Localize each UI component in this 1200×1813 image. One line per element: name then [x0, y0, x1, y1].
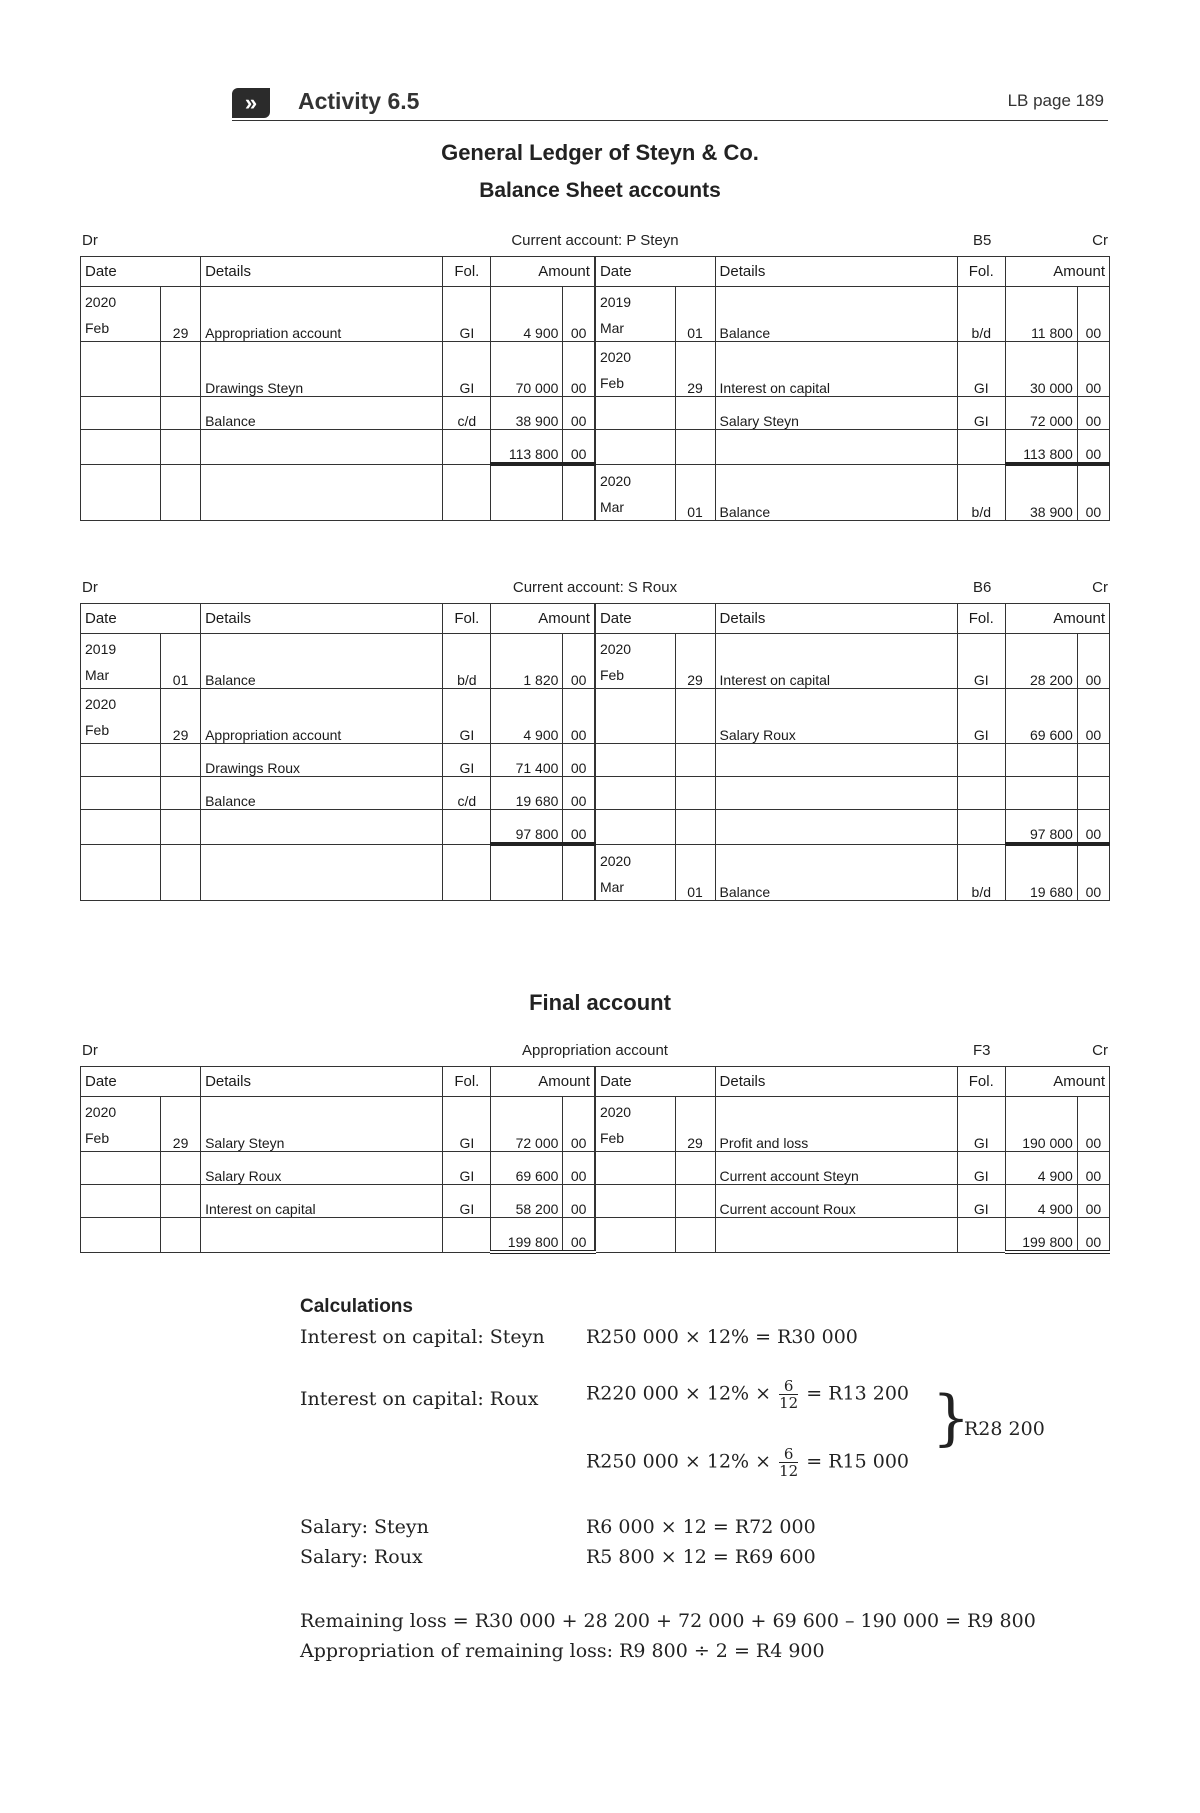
credit-amount: 113 800 — [1005, 430, 1077, 465]
debit-folio — [443, 1218, 491, 1253]
col-header-amount: Amount — [1005, 604, 1109, 634]
credit-details: Balance — [715, 464, 957, 521]
credit-day — [675, 397, 715, 430]
credit-date — [595, 1152, 675, 1185]
credit-details — [715, 430, 957, 465]
debit-amount: 113 800 — [491, 430, 563, 465]
credit-amount — [1005, 744, 1077, 777]
calc-roux-1-result: = R13 200 — [806, 1382, 910, 1405]
debit-day — [161, 430, 201, 465]
credit-cents: 00 — [1077, 1152, 1109, 1185]
fraction-den: 12 — [779, 1394, 799, 1412]
debit-cents: 00 — [563, 1218, 595, 1253]
credit-date — [595, 810, 675, 845]
table-row — [81, 1218, 1110, 1253]
debit-cents: 00 — [563, 1185, 595, 1218]
credit-day — [675, 1152, 715, 1185]
debit-day: 29 — [161, 1097, 201, 1152]
activity-title: Activity 6.5 — [298, 88, 420, 114]
ledger-table — [80, 256, 1110, 521]
credit-details: Balance — [715, 287, 957, 342]
debit-details: Drawings Roux — [201, 744, 443, 777]
debit-day — [161, 397, 201, 430]
credit-cents: 00 — [1077, 397, 1109, 430]
credit-amount: 97 800 — [1005, 810, 1077, 845]
credit-day: 29 — [675, 1097, 715, 1152]
credit-date — [595, 1097, 675, 1152]
table-row — [81, 844, 1110, 901]
brace-icon: } — [932, 1383, 971, 1453]
ledger-appropriation — [80, 1038, 1110, 1254]
credit-date — [595, 844, 675, 901]
debit-day — [161, 777, 201, 810]
credit-cents: 00 — [1077, 844, 1109, 901]
credit-date — [595, 342, 675, 397]
credit-details — [715, 744, 957, 777]
calc-roux-2-result: = R15 000 — [806, 1450, 910, 1473]
header-row — [81, 1067, 1110, 1097]
credit-date-month: Feb — [599, 1130, 625, 1146]
debit-folio: GI — [443, 287, 491, 342]
debit-day — [161, 810, 201, 845]
table-row — [81, 810, 1110, 845]
account-title: Appropriation account — [522, 1042, 668, 1059]
col-header-fol: Fol. — [957, 604, 1005, 634]
section-title: Balance Sheet accounts — [479, 179, 721, 202]
credit-day: 01 — [675, 464, 715, 521]
debit-details — [201, 464, 443, 521]
credit-date-month: Mar — [599, 879, 625, 895]
debit-date-month: Feb — [85, 320, 110, 336]
credit-label: Cr — [1092, 579, 1108, 596]
debit-cents: 00 — [563, 430, 595, 465]
credit-folio — [957, 744, 1005, 777]
debit-amount: 199 800 — [491, 1218, 563, 1253]
debit-folio: c/d — [443, 777, 491, 810]
credit-details: Interest on capital — [715, 342, 957, 397]
credit-date — [595, 634, 675, 689]
debit-details — [201, 810, 443, 845]
debit-cents: 00 — [563, 342, 595, 397]
debit-date — [81, 634, 161, 689]
credit-date — [595, 287, 675, 342]
credit-day — [675, 1185, 715, 1218]
debit-label: Dr — [82, 232, 98, 249]
credit-date-year: 2020 — [599, 853, 632, 869]
debit-date — [81, 287, 161, 342]
debit-folio: GI — [443, 1185, 491, 1218]
table-row — [81, 1152, 1110, 1185]
debit-date-year: 2020 — [85, 696, 117, 712]
debit-amount: 4 900 — [491, 689, 563, 744]
debit-cents: 00 — [563, 1097, 595, 1152]
credit-details: Current account Steyn — [715, 1152, 957, 1185]
fraction — [779, 1378, 798, 1411]
credit-label: Cr — [1092, 1042, 1108, 1059]
calc-roux-salary: R5 800 × 12 = R69 600 — [586, 1546, 816, 1568]
debit-date-month: Feb — [85, 722, 110, 738]
calc-label-roux-interest: Interest on capital: Roux — [300, 1388, 539, 1410]
credit-label: Cr — [1092, 232, 1108, 249]
calc-remaining-loss: Remaining loss = R30 000 + 28 200 + 72 000 + 69 600 – 190 000 = R9 800 — [300, 1610, 1036, 1632]
credit-date-month: Feb — [599, 375, 625, 391]
debit-amount: 70 000 — [491, 342, 563, 397]
debit-date — [81, 1218, 161, 1253]
credit-folio: GI — [957, 689, 1005, 744]
credit-folio: GI — [957, 1097, 1005, 1152]
credit-amount: 190 000 — [1005, 1097, 1077, 1152]
credit-cents: 00 — [1077, 689, 1109, 744]
debit-date — [81, 744, 161, 777]
credit-amount: 69 600 — [1005, 689, 1077, 744]
debit-cents — [563, 844, 595, 901]
debit-date — [81, 1152, 161, 1185]
credit-folio: GI — [957, 634, 1005, 689]
debit-date — [81, 342, 161, 397]
credit-cents: 00 — [1077, 464, 1109, 521]
debit-amount: 19 680 — [491, 777, 563, 810]
credit-cents: 00 — [1077, 430, 1109, 465]
col-header-amount: Amount — [491, 257, 595, 287]
credit-cents: 00 — [1077, 287, 1109, 342]
debit-folio: GI — [443, 689, 491, 744]
credit-date — [595, 689, 675, 744]
activity-header — [232, 84, 1108, 121]
credit-details: Salary Steyn — [715, 397, 957, 430]
debit-amount: 71 400 — [491, 744, 563, 777]
col-header-date: Date — [81, 257, 201, 287]
credit-cents: 00 — [1077, 1097, 1109, 1152]
credit-date-month: Feb — [599, 667, 625, 683]
credit-details: Interest on capital — [715, 634, 957, 689]
calc-roux-total: R28 200 — [964, 1418, 1045, 1440]
debit-amount: 69 600 — [491, 1152, 563, 1185]
credit-amount: 19 680 — [1005, 844, 1077, 901]
debit-cents: 00 — [563, 689, 595, 744]
credit-date — [595, 430, 675, 465]
account-folio: F3 — [973, 1042, 991, 1059]
debit-date — [81, 689, 161, 744]
credit-amount: 38 900 — [1005, 464, 1077, 521]
debit-amount: 97 800 — [491, 810, 563, 845]
col-header-amount: Amount — [491, 604, 595, 634]
credit-amount: 28 200 — [1005, 634, 1077, 689]
calc-roux-interest-1 — [586, 1378, 909, 1411]
calc-roux-2-expr: R250 000 × 12% × — [586, 1450, 772, 1473]
credit-folio: GI — [957, 1185, 1005, 1218]
debit-details: Balance — [201, 777, 443, 810]
credit-details — [715, 1218, 957, 1253]
credit-day — [675, 777, 715, 810]
credit-day — [675, 810, 715, 845]
table-row — [81, 689, 1110, 744]
debit-day: 29 — [161, 689, 201, 744]
debit-cents: 00 — [563, 810, 595, 845]
credit-folio — [957, 1218, 1005, 1253]
debit-cents: 00 — [563, 1152, 595, 1185]
debit-day — [161, 1185, 201, 1218]
debit-amount: 38 900 — [491, 397, 563, 430]
debit-folio: GI — [443, 744, 491, 777]
account-title: Current account: S Roux — [512, 579, 678, 596]
debit-day — [161, 342, 201, 397]
credit-day — [675, 1218, 715, 1253]
debit-details: Drawings Steyn — [201, 342, 443, 397]
credit-date — [595, 464, 675, 521]
calc-heading: Calculations — [300, 1296, 413, 1317]
credit-day — [675, 689, 715, 744]
table-row — [81, 287, 1110, 342]
debit-cents: 00 — [563, 397, 595, 430]
credit-folio: GI — [957, 1152, 1005, 1185]
credit-amount: 4 900 — [1005, 1185, 1077, 1218]
fraction — [779, 1446, 798, 1479]
credit-cents — [1077, 777, 1109, 810]
debit-details — [201, 430, 443, 465]
calc-steyn-interest: R250 000 × 12% = R30 000 — [586, 1326, 858, 1348]
calc-steyn-salary: R6 000 × 12 = R72 000 — [586, 1516, 816, 1538]
debit-details: Appropriation account — [201, 287, 443, 342]
debit-folio: GI — [443, 342, 491, 397]
debit-cents: 00 — [563, 777, 595, 810]
debit-date — [81, 1097, 161, 1152]
table-row — [81, 777, 1110, 810]
col-header-amount: Amount — [1005, 1067, 1109, 1097]
credit-day: 01 — [675, 844, 715, 901]
debit-amount — [491, 844, 563, 901]
credit-details: Salary Roux — [715, 689, 957, 744]
col-header-details: Details — [201, 1067, 443, 1097]
credit-cents: 00 — [1077, 810, 1109, 845]
credit-day: 29 — [675, 342, 715, 397]
credit-details: Profit and loss — [715, 1097, 957, 1152]
credit-folio — [957, 810, 1005, 845]
debit-date — [81, 844, 161, 901]
credit-details: Balance — [715, 844, 957, 901]
credit-amount: 11 800 — [1005, 287, 1077, 342]
account-folio: B6 — [973, 579, 992, 596]
credit-date — [595, 397, 675, 430]
debit-date — [81, 810, 161, 845]
credit-date-year: 2020 — [599, 349, 632, 365]
debit-day — [161, 1218, 201, 1253]
debit-cents: 00 — [563, 287, 595, 342]
table-row — [81, 1185, 1110, 1218]
credit-amount: 199 800 — [1005, 1218, 1077, 1253]
debit-date — [81, 430, 161, 465]
col-header-details: Details — [715, 257, 957, 287]
debit-folio — [443, 430, 491, 465]
credit-folio: b/d — [957, 464, 1005, 521]
account-folio: B5 — [973, 232, 992, 249]
debit-cents — [563, 464, 595, 521]
table-row — [81, 430, 1110, 465]
header-row — [81, 257, 1110, 287]
ledger-table — [80, 1066, 1110, 1254]
header-row — [81, 604, 1110, 634]
debit-amount: 4 900 — [491, 287, 563, 342]
ledger-steyn — [80, 228, 1110, 521]
col-header-date: Date — [595, 1067, 715, 1097]
table-row — [81, 397, 1110, 430]
credit-date-year: 2020 — [599, 641, 632, 657]
debit-details — [201, 1218, 443, 1253]
credit-folio: GI — [957, 342, 1005, 397]
col-header-amount: Amount — [491, 1067, 595, 1097]
calc-label-steyn-interest: Interest on capital: Steyn — [300, 1326, 545, 1348]
debit-date-month: Mar — [85, 667, 110, 683]
account-title: Current account: P Steyn — [511, 232, 679, 249]
credit-amount — [1005, 777, 1077, 810]
debit-details: Appropriation account — [201, 689, 443, 744]
debit-day — [161, 744, 201, 777]
calc-roux-1-expr: R220 000 × 12% × — [586, 1382, 772, 1405]
debit-date-month: Feb — [85, 1130, 110, 1146]
debit-folio: c/d — [443, 397, 491, 430]
debit-details: Balance — [201, 634, 443, 689]
fraction-den: 12 — [779, 1462, 799, 1480]
credit-amount: 30 000 — [1005, 342, 1077, 397]
credit-details: Current account Roux — [715, 1185, 957, 1218]
page-title: General Ledger of Steyn & Co. — [441, 140, 759, 165]
debit-day: 01 — [161, 634, 201, 689]
col-header-date: Date — [81, 604, 201, 634]
col-header-details: Details — [201, 604, 443, 634]
ledger-roux — [80, 575, 1110, 901]
credit-cents: 00 — [1077, 342, 1109, 397]
col-header-fol: Fol. — [443, 257, 491, 287]
credit-day: 01 — [675, 287, 715, 342]
col-header-date: Date — [81, 1067, 201, 1097]
credit-cents: 00 — [1077, 1185, 1109, 1218]
debit-day — [161, 844, 201, 901]
credit-date — [595, 777, 675, 810]
debit-details: Balance — [201, 397, 443, 430]
debit-date — [81, 777, 161, 810]
credit-day — [675, 430, 715, 465]
calc-appropriation: Appropriation of remaining loss: R9 800 ÷ 2 = R4 900 — [300, 1640, 825, 1662]
col-header-details: Details — [715, 1067, 957, 1097]
table-row — [81, 342, 1110, 397]
credit-day — [675, 744, 715, 777]
debit-label: Dr — [82, 579, 98, 596]
credit-cents — [1077, 744, 1109, 777]
debit-date — [81, 464, 161, 521]
debit-details: Salary Roux — [201, 1152, 443, 1185]
debit-day: 29 — [161, 287, 201, 342]
debit-date — [81, 1185, 161, 1218]
debit-date-year: 2020 — [85, 294, 117, 310]
debit-amount: 72 000 — [491, 1097, 563, 1152]
ledger-table — [80, 603, 1110, 901]
credit-details — [715, 810, 957, 845]
col-header-details: Details — [715, 604, 957, 634]
debit-details: Salary Steyn — [201, 1097, 443, 1152]
credit-details — [715, 777, 957, 810]
credit-date-year: 2020 — [599, 473, 632, 489]
credit-folio — [957, 777, 1005, 810]
debit-folio — [443, 810, 491, 845]
calc-roux-interest-2 — [586, 1446, 909, 1479]
debit-cents: 00 — [563, 634, 595, 689]
activity-badge-icon: » — [232, 88, 270, 118]
col-header-date: Date — [595, 604, 715, 634]
debit-date-year: 2019 — [85, 641, 117, 657]
debit-folio: GI — [443, 1097, 491, 1152]
table-row — [81, 464, 1110, 521]
credit-folio — [957, 430, 1005, 465]
debit-folio: b/d — [443, 634, 491, 689]
col-header-fol: Fol. — [443, 1067, 491, 1097]
debit-amount: 1 820 — [491, 634, 563, 689]
debit-folio — [443, 844, 491, 901]
credit-cents: 00 — [1077, 1218, 1109, 1253]
debit-cents: 00 — [563, 744, 595, 777]
credit-date-month: Mar — [599, 320, 625, 336]
credit-date-month: Mar — [599, 499, 625, 515]
fraction-num: 6 — [779, 1446, 798, 1463]
credit-folio: b/d — [957, 844, 1005, 901]
col-header-fol: Fol. — [443, 604, 491, 634]
col-header-details: Details — [201, 257, 443, 287]
col-header-date: Date — [595, 257, 715, 287]
debit-details — [201, 844, 443, 901]
credit-folio: b/d — [957, 287, 1005, 342]
credit-date — [595, 744, 675, 777]
calc-label-roux-salary: Salary: Roux — [300, 1546, 423, 1568]
table-row — [81, 634, 1110, 689]
credit-day: 29 — [675, 634, 715, 689]
debit-date-year: 2020 — [85, 1104, 117, 1120]
credit-amount: 72 000 — [1005, 397, 1077, 430]
col-header-fol: Fol. — [957, 257, 1005, 287]
credit-folio: GI — [957, 397, 1005, 430]
credit-date-year: 2020 — [599, 1104, 632, 1120]
debit-day — [161, 464, 201, 521]
table-row — [81, 1097, 1110, 1152]
debit-amount: 58 200 — [491, 1185, 563, 1218]
debit-date — [81, 397, 161, 430]
credit-date-year: 2019 — [599, 294, 632, 310]
credit-date — [595, 1185, 675, 1218]
table-row — [81, 744, 1110, 777]
calc-label-steyn-salary: Salary: Steyn — [300, 1516, 429, 1538]
debit-label: Dr — [82, 1042, 98, 1059]
credit-cents: 00 — [1077, 634, 1109, 689]
debit-folio — [443, 464, 491, 521]
fraction-num: 6 — [779, 1378, 798, 1395]
credit-amount: 4 900 — [1005, 1152, 1077, 1185]
credit-date — [595, 1218, 675, 1253]
debit-day — [161, 1152, 201, 1185]
page-reference: LB page 189 — [1007, 91, 1104, 110]
debit-details: Interest on capital — [201, 1185, 443, 1218]
debit-folio: GI — [443, 1152, 491, 1185]
final-account-title: Final account — [529, 990, 671, 1015]
col-header-fol: Fol. — [957, 1067, 1005, 1097]
debit-amount — [491, 464, 563, 521]
col-header-amount: Amount — [1005, 257, 1109, 287]
